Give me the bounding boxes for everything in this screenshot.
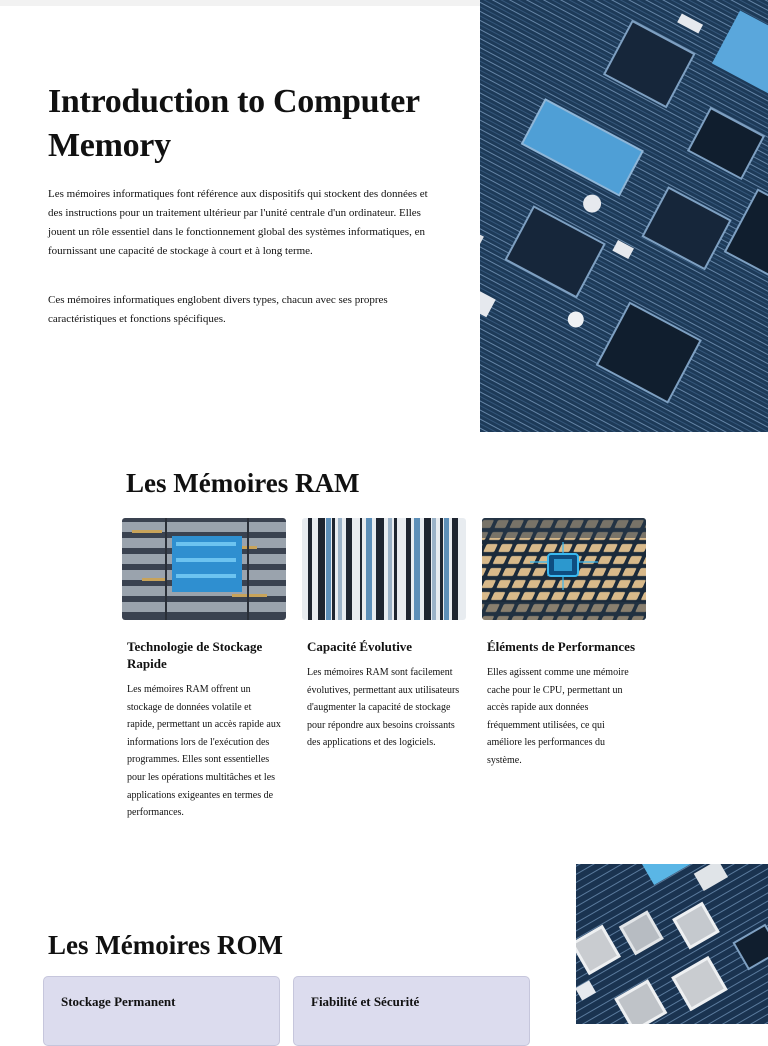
intro-title: Introduction to Computer Memory xyxy=(48,83,420,164)
hero-circuit-image xyxy=(480,0,768,432)
ram-card-3-text: Elles agissent comme une mémoire cache pour le CPU, permettant un accès rapide aux données fréquemment utilisées, ce qui améliore les performances du système. xyxy=(487,667,629,766)
ram-card-3 xyxy=(482,518,646,770)
rom-card-2-title: Fiabilité et Sécurité xyxy=(311,994,420,1009)
top-strip xyxy=(0,0,480,6)
ram-card-2-text: Les mémoires RAM sont facilement évolutives, permettant aux utilisateurs d'augmenter la capacité de stockage pour répondre aux besoins croissants des applications et des logiciels. xyxy=(307,667,460,749)
ram-card-2 xyxy=(302,518,466,752)
intro-paragraph-1: Les mémoires informatiques font référence aux dispositifs qui stockent des données et des instructions pour un traitement ultérieur par l'unité centrale d'un ordinateur. Elles jouent un rôle essentiel dans le fonctionnement global des systèmes informatiques, en fournissant une capacité de stockage à court et à long terme. xyxy=(48,188,428,257)
rom-section-title: Les Mémoires ROM xyxy=(48,930,283,960)
ram-card-3-title: Éléments de Performances xyxy=(487,639,636,654)
rom-card-2 xyxy=(293,976,530,1046)
rom-card-1 xyxy=(43,976,280,1046)
ram-card-1-text: Les mémoires RAM offrent un stockage de données volatile et rapide, permettant un accès rapide aux informations lors de l'exécution des programmes. Elles sont essentielles pour les opérations multitâches et les applications exigeantes en termes de performances. xyxy=(127,684,281,819)
ram-card-1 xyxy=(122,518,286,822)
vertical-stripes-image xyxy=(302,518,466,620)
intro-paragraph-2: Ces mémoires informatiques englobent divers types, chacun avec ses propres caractéristiques et fonctions spécifiques. xyxy=(48,294,388,325)
ram-card-1-title: Technologie de Stockage Rapide xyxy=(127,639,263,671)
ram-card-2-title: Capacité Évolutive xyxy=(307,639,413,654)
memory-modules-image xyxy=(122,518,286,620)
rom-card-1-title: Stockage Permanent xyxy=(61,994,176,1009)
ram-section-title: Les Mémoires RAM xyxy=(126,468,360,498)
keyboard-chip-image xyxy=(482,518,646,620)
rom-circuit-image xyxy=(576,864,768,1024)
